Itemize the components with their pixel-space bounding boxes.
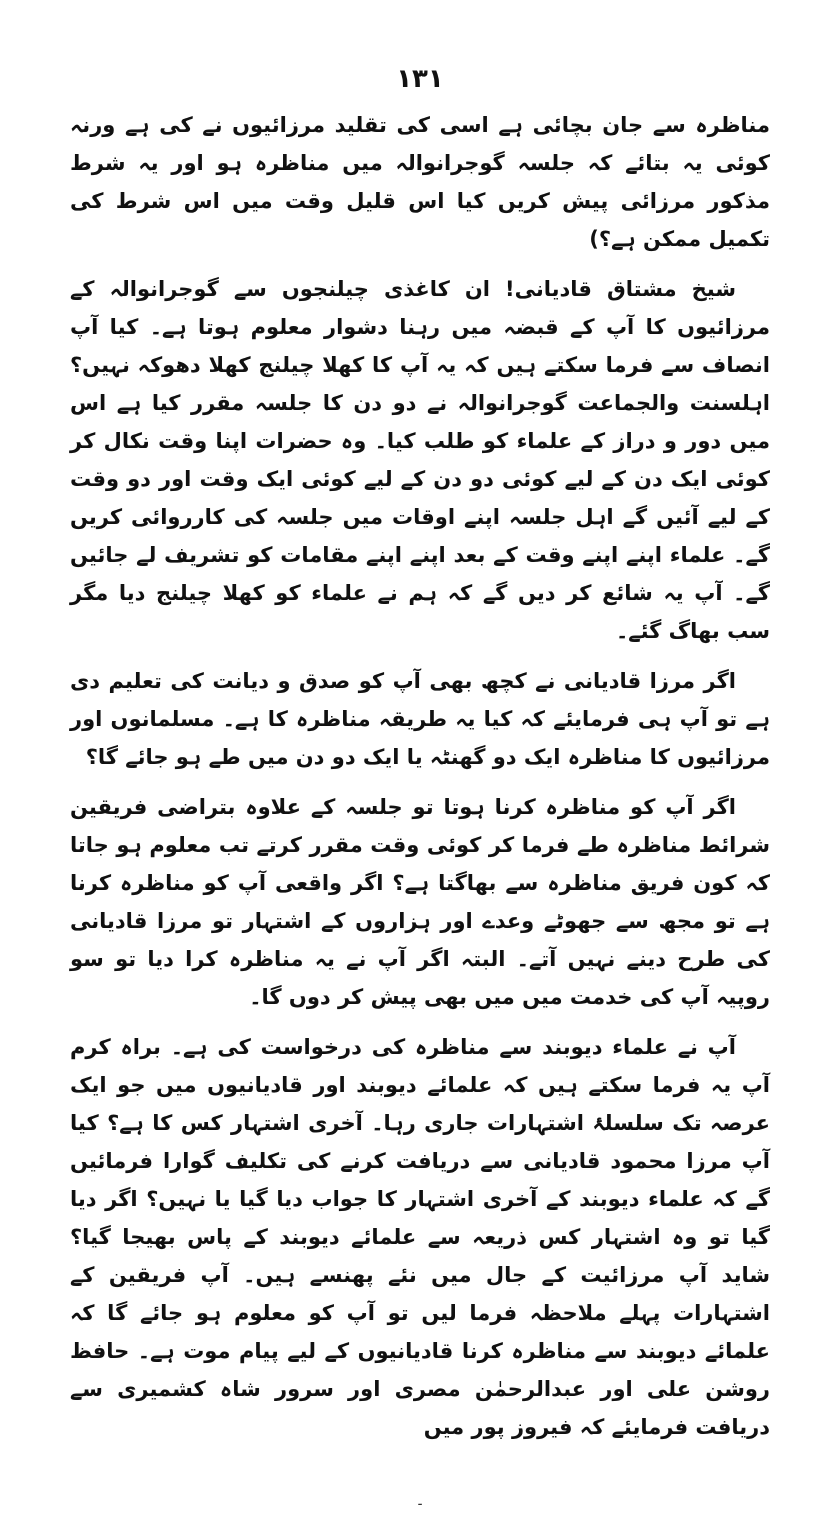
paragraph: اگر مرزا قادیانی نے کچھ بھی آپ کو صدق و دیانت کی تعلیم دی ہے تو آپ ہی فرمایئے کہ کیا یہ طریقہ مناظرہ کا ہے۔ مسلمانوں اور مرزائیوں کا مناظرہ ایک دو گھنٹہ یا ایک دو دن میں طے ہو جائے گا؟	[70, 669, 770, 769]
page-number: ۱۳۱	[396, 64, 444, 94]
footer-mark: ۔	[415, 1490, 425, 1509]
paragraph: شیخ مشتاق قادیانی! ان کاغذی چیلنجوں سے گوجرانوالہ کے مرزائیوں کا آپ کے قبضہ میں رہنا دشوار معلوم ہوتا ہے۔ کیا آپ انصاف سے فرما سکتے ہیں کہ یہ آپ کا کھلا چیلنج کھلا دھوکہ نہیں؟ اہلسنت والجماعت گوجرانوالہ نے دو دن کا جلسہ مقرر کیا ہے اس میں دور و دراز کے علماء کو طلب کیا۔ وہ حضرات اپنا وقت نکال کر کوئی ایک دن کے لیے کوئی دو دن کے لیے کوئی ایک وقت اور دو وقت کے لیے آئیں گے اہل جلسہ اپنے اوقات میں جلسہ کی کارروائی کریں گے۔ علماء اپنے اپنے وقت کے بعد اپنے اپنے مقامات کو تشریف لے جائیں گے۔ آپ یہ شائع کر دیں گے کہ ہم نے علماء کو کھلا چیلنج دیا مگر سب بھاگ گئے۔	[70, 277, 770, 643]
paragraph: آپ نے علماء دیوبند سے مناظرہ کی درخواست کی ہے۔ براہ کرم آپ یہ فرما سکتے ہیں کہ علمائے دیوبند اور قادیانیوں میں جو ایک عرصہ تک سلسلۂ اشتہارات جاری رہا۔ آخری اشتہار کس کا ہے؟ کیا آپ مرزا محمود قادیانی سے دریافت کرنے کی تکلیف گوارا فرمائیں گے کہ علماء دیوبند کے آخری اشتہار کا جواب دیا گیا یا نہیں؟ اگر دیا گیا تو وہ اشتہار کس ذریعہ سے علمائے دیوبند کے پاس بھیجا گیا؟ شاید آپ مرزائیت کے جال میں نئے پھنسے ہیں۔ آپ فریقین کے اشتہارات پہلے ملاحظہ فرما لیں تو آپ کو معلوم ہو جائے گا کہ علمائے دیوبند سے مناظرہ کرنا قادیانیوں کے لیے پیام موت ہے۔ حافظ روشن علی اور عبدالرحمٰن مصری اور سرور شاہ کشمیری سے دریافت فرمایئے کہ فیروز پور میں	[70, 1035, 770, 1439]
body-text	[70, 106, 770, 1446]
paragraph: اگر آپ کو مناظرہ کرنا ہوتا تو جلسہ کے علاوہ بتراضی فریقین شرائط مناظرہ طے فرما کر کوئی وقت مقرر کرتے تب معلوم ہو جاتا کہ کون فریق مناظرہ سے بھاگتا ہے؟ اگر واقعی آپ کو مناظرہ کرنا ہے تو مجھ سے جھوٹے وعدے اور ہزاروں کے اشتہار تو مرزا قادیانی کی طرح دینے نہیں آتے۔ البتہ اگر آپ نے یہ مناظرہ کرا دیا تو سو روپیہ آپ کی خدمت میں میں بھی پیش کر دوں گا۔	[70, 795, 770, 1009]
paragraph: مناظرہ سے جان بچائی ہے اسی کی تقلید مرزائیوں نے کی ہے ورنہ کوئی یہ بتائے کہ جلسہ گوجرانوالہ میں مناظرہ ہو اور یہ شرط مذکور مرزائی پیش کریں کیا اس قلیل وقت میں اس شرط کی تکمیل ممکن ہے؟)	[70, 113, 770, 251]
